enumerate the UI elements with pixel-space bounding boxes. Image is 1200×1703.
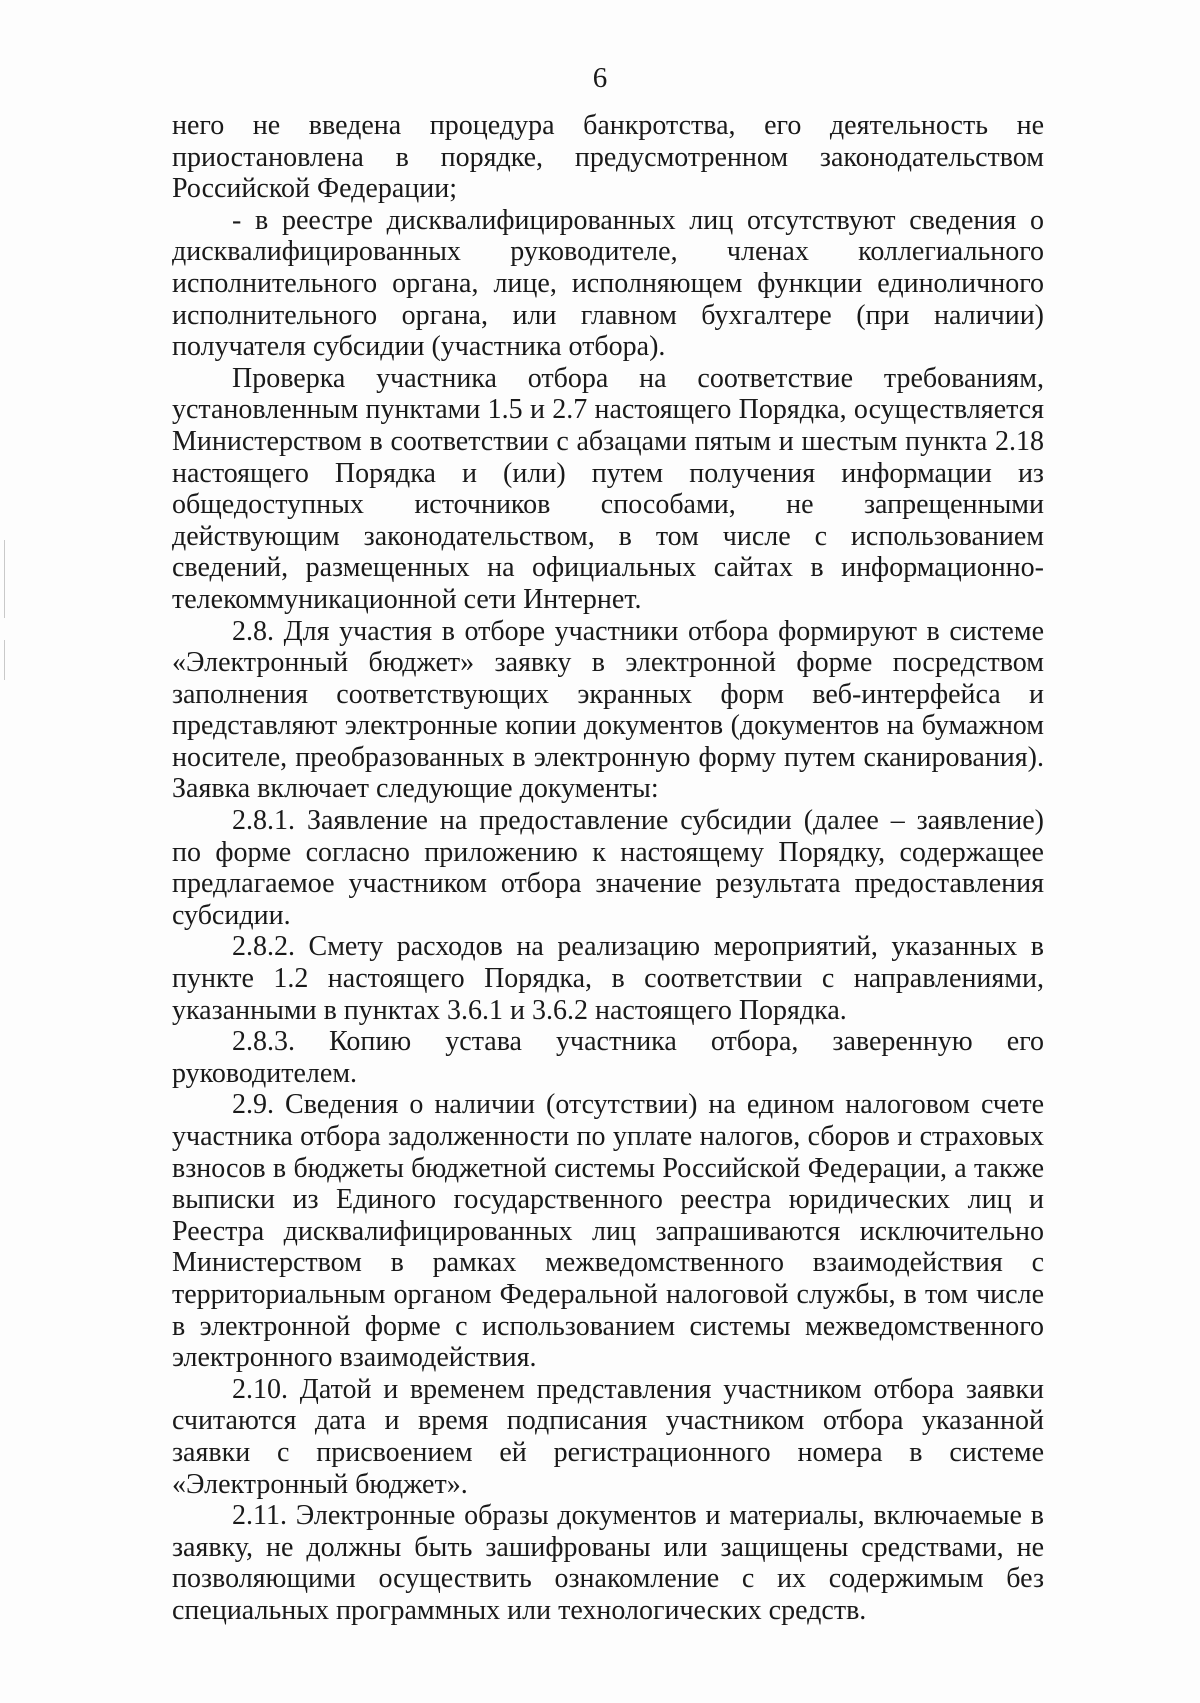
paragraph-2-10: 2.10. Датой и временем представления участником отбора заявки считаются дата и время подписания участником отбора указанной заявки с присвоением ей регистрационного номера в системе «Электронный бюджет». — [172, 1373, 1044, 1500]
document-body — [172, 110, 1044, 1627]
paragraph-continuation: него не введена процедура банкротства, его деятельность не приостановлена в порядке, предусмотренном законодательством Российской Федерации; — [172, 110, 1044, 205]
paragraph-2-8: 2.8. Для участия в отборе участники отбора формируют в системе «Электронный бюджет» заявку в электронной форме посредством заполнения соответствующих экранных форм веб-интерфейса и представляют электронные копии документов (документов на бумажном носителе, преобразованных в электронную форму путем сканирования). Заявка включает следующие документы: — [172, 615, 1044, 805]
paragraph-2-8-2: 2.8.2. Смету расходов на реализацию мероприятий, указанных в пункте 1.2 настоящего Порядка, в соответствии с направлениями, указанными в пунктах 3.6.1 и 3.6.2 настоящего Порядка. — [172, 931, 1044, 1026]
paragraph-2-8-1: 2.8.1. Заявление на предоставление субсидии (далее – заявление) по форме согласно приложению к настоящему Порядку, содержащее предлагаемое участником отбора значение результата предоставления субсидии. — [172, 805, 1044, 931]
paragraph-2-9: 2.9. Сведения о наличии (отсутствии) на едином налоговом счете участника отбора задолженности по уплате налогов, сборов и страховых взносов в бюджеты бюджетной системы Российской Федерации, а также выписки из Единого государственного реестра юридических лиц и Реестра дисквалифицированных лиц запрашиваются исключительно Министерством в рамках межведомственного взаимодействия с территориальным органом Федеральной налоговой службы, в том числе в электронной форме с использованием системы межведомственного электронного взаимодействия. — [172, 1089, 1044, 1374]
scan-artifact-line — [4, 540, 5, 618]
paragraph-2-8-3: 2.8.3. Копию устава участника отбора, заверенную его руководителем. — [172, 1026, 1044, 1089]
scan-artifact-line — [4, 640, 5, 680]
paragraph-2-11: 2.11. Электронные образы документов и материалы, включаемые в заявку, не должны быть зашифрованы или защищены средствами, не позволяющими осуществить ознакомление с их содержимым без специальных программных или технологических средств. — [172, 1500, 1044, 1626]
paragraph-disqualified-registry: - в реестре дисквалифицированных лиц отсутствуют сведения о дисквалифицированных руководителе, членах коллегиального исполнительного органа, лице, исполняющем функции единоличного исполнительного органа, или главном бухгалтере (при наличии) получателя субсидии (участника отбора). — [172, 204, 1044, 363]
paragraph-participant-check: Проверка участника отбора на соответствие требованиям, установленным пунктами 1.5 и 2.7 настоящего Порядка, осуществляется Министерством в соответствии с абзацами пятым и шестым пункта 2.18 настоящего Порядка и (или) путем получения информации из общедоступных источников способами, не запрещенными действующим законодательством, в том числе с использованием сведений, размещенных на официальных сайтах в информационно-телекоммуникационной сети Интернет. — [172, 362, 1044, 615]
page-number: 6 — [592, 62, 608, 94]
